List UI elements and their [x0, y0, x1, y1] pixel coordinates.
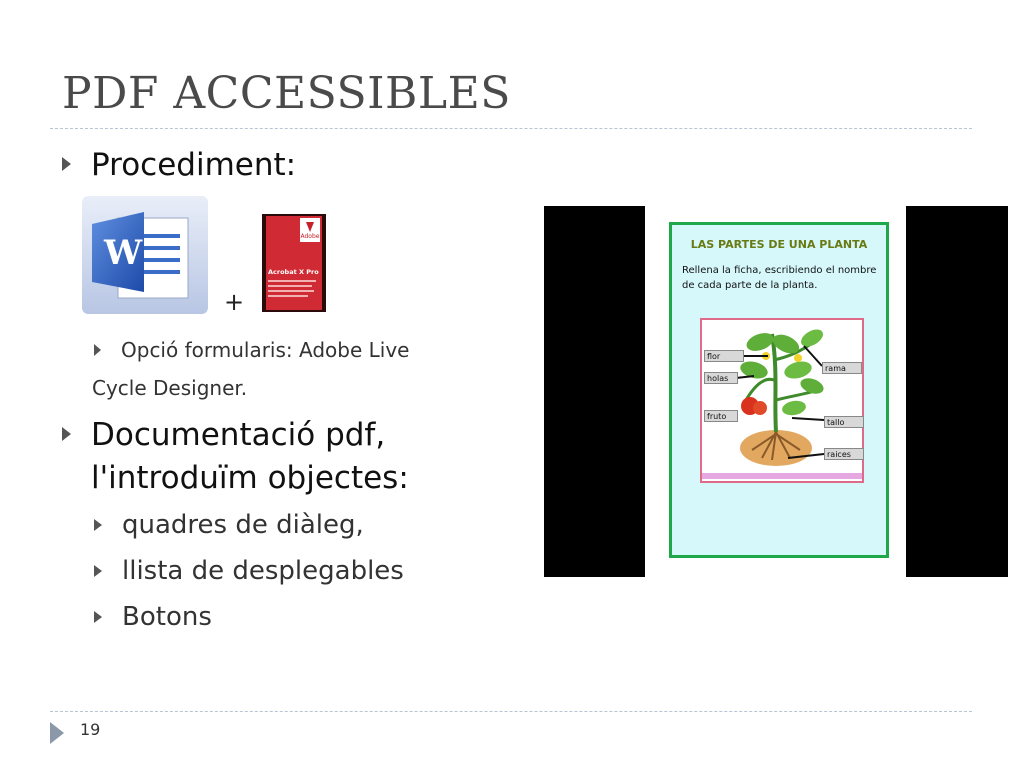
bullet-text: l'introduïm objectes: [91, 460, 409, 496]
sub-bullet-livecycle [94, 338, 409, 362]
worksheet [669, 222, 889, 558]
bullet-documentacio [62, 417, 385, 453]
worksheet-instructions: Rellena la ficha, escribiendo el nombre de cada parte de la planta. [682, 265, 877, 291]
pdf-page [645, 206, 906, 577]
bullet-arrow-icon [94, 344, 101, 356]
slide-page-number: 19 [80, 720, 101, 739]
label-tallo: tallo [824, 416, 864, 428]
bullet-text: Botons [122, 602, 212, 632]
label-rama: rama [822, 362, 862, 374]
acrobat-brand: Adobe [300, 233, 320, 240]
bullet-text: llista de desplegables [122, 556, 404, 586]
plus-sign: + [224, 288, 245, 316]
slide-title: PDF ACCESSIBLES [62, 68, 511, 119]
bullet-text: quadres de diàleg, [122, 510, 364, 540]
bullet-arrow-icon [94, 611, 102, 623]
bullet-text: Cycle Designer. [92, 376, 248, 400]
bullet-documentacio-continued [91, 460, 409, 496]
sub-bullet-item [94, 556, 404, 586]
footer-divider [50, 711, 972, 712]
word-letter: W [104, 233, 143, 273]
word-logo [82, 196, 208, 314]
label-fruto: fruto [704, 410, 738, 422]
plant-diagram [700, 318, 864, 483]
acrobat-name: Acrobat X Pro [268, 268, 319, 276]
bullet-arrow-icon [94, 519, 102, 531]
bullet-arrow-icon [62, 157, 71, 171]
title-divider [50, 128, 972, 129]
sub-bullet-item [94, 510, 364, 540]
bullet-text: Documentació pdf, [91, 417, 386, 453]
pdf-preview-image [544, 206, 1008, 577]
bullet-text: Opció formularis: Adobe Live [121, 338, 410, 362]
label-raices: raices [824, 448, 864, 460]
bullet-arrow-icon [94, 565, 102, 577]
bullet-text: Procediment: [91, 147, 297, 183]
worksheet-title: LAS PARTES DE UNA PLANTA [690, 238, 868, 251]
label-flor: flor [704, 350, 744, 362]
bullet-arrow-icon [62, 427, 71, 441]
sub-bullet-item [94, 602, 212, 632]
label-holas: holas [704, 372, 738, 384]
slide-corner-arrow-icon [50, 722, 64, 744]
acrobat-box-image [262, 214, 326, 312]
bullet-procediment [62, 147, 296, 183]
sub-bullet-livecycle-continued [92, 376, 247, 400]
